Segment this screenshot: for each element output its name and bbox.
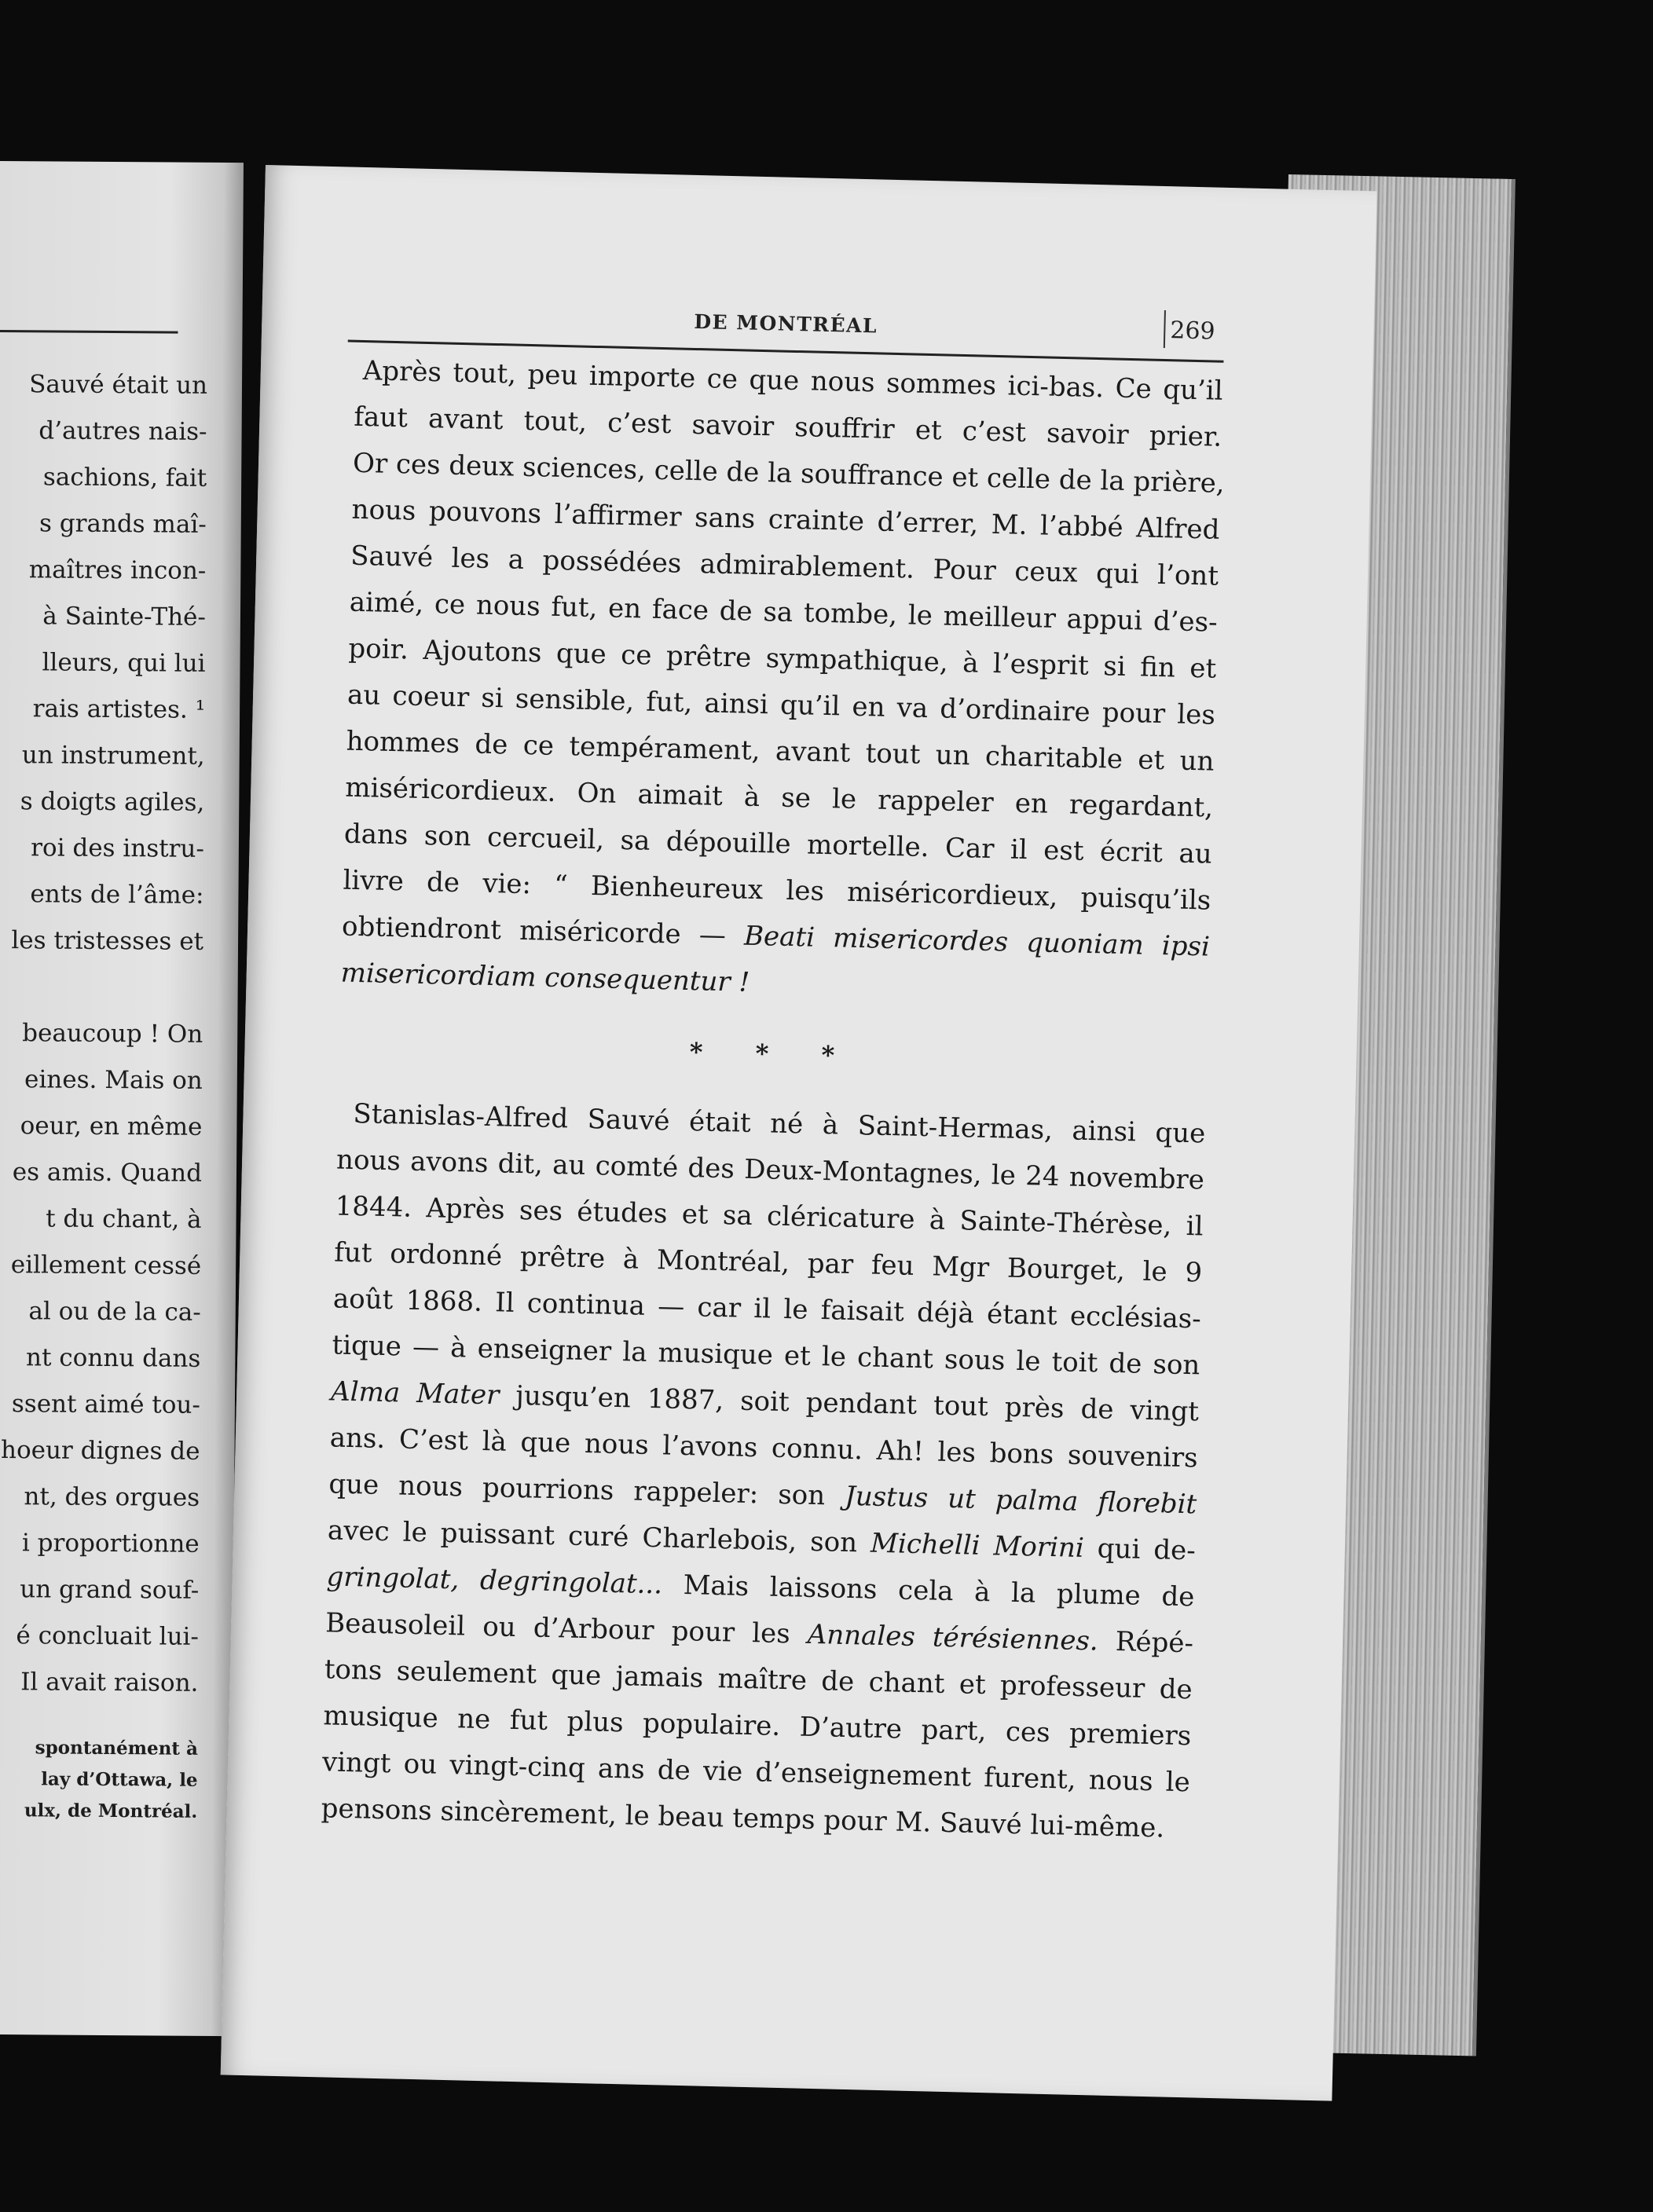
- left-line: beaucoup ! On: [22, 1019, 203, 1049]
- left-head-rule: [0, 330, 178, 334]
- text-run: Mais laissons cela à la plume de: [662, 1569, 1195, 1613]
- text-run: avec le puissant curé Charlebois, son: [327, 1514, 871, 1559]
- left-line: lleurs, qui lui: [42, 648, 206, 678]
- left-line: Il avait raison.: [20, 1668, 199, 1697]
- text-line: ans. C’est là que nous l’avons connu. Ah! les bons souvenirs: [329, 1422, 1199, 1474]
- text-line: musique ne fut plus populaire. D’autre part, ces premiers: [323, 1700, 1192, 1752]
- text-line: fut ordonné prêtre à Montréal, par feu Mgr Bourget, le 9: [333, 1236, 1203, 1289]
- left-line: s doigts agiles,: [20, 787, 205, 817]
- right-page: [221, 165, 1377, 2101]
- left-line: [4, 964, 203, 1012]
- body-text: [321, 348, 1226, 1853]
- text-line: Or ces deux sciences, celle de la souffrance et celle de la prière,: [352, 447, 1226, 500]
- footnote-line: lay d’Ottawa, le: [41, 1768, 198, 1791]
- text-line: Stanislas-Alfred Sauvé était né à Saint-Hermas, ainsi que: [353, 1097, 1206, 1150]
- text-line: Après tout, peu importe ce que nous sommes ici-bas. Ce qu’il: [362, 354, 1224, 407]
- latin-quote: Beati misericordes quoniam ipsi: [743, 920, 1211, 963]
- left-line: Sauvé était un: [29, 370, 208, 400]
- text-line: 1844. Après ses études et sa cléricature à Sainte-Thérèse, il: [335, 1190, 1204, 1243]
- text-line: tons seulement que jamais maître de chant et professeur de: [324, 1654, 1193, 1706]
- text-line: pensons sincèrement, le beau temps pour M. Sauvé lui-même.: [321, 1793, 1165, 1844]
- left-line: eines. Mais on: [24, 1065, 203, 1095]
- left-line: les tristesses et: [11, 926, 204, 956]
- left-line: un instrument,: [21, 741, 205, 771]
- left-line: hoeur dignes de: [0, 1436, 200, 1466]
- left-line: al ou de la ca-: [28, 1297, 201, 1327]
- section-separator: * * *: [689, 1037, 857, 1071]
- left-page: [0, 161, 244, 2036]
- left-line: ents de l’âme:: [30, 880, 204, 910]
- left-line: à Sainte-Thé-: [42, 602, 207, 632]
- italic-run: Justus ut palma florebit: [844, 1480, 1197, 1521]
- left-line: d’autres nais-: [38, 416, 207, 446]
- text-line: tique — à enseigner la musique et le chant sous le toit de son: [332, 1329, 1200, 1382]
- latin-quote-end: misericordiam consequentur !: [340, 957, 750, 998]
- text-line: au coeur si sensible, fut, ainsi qu’il en va d’ordinaire pour les: [346, 679, 1216, 731]
- italic-run: Alma Mater: [330, 1375, 500, 1412]
- text-line: nous pouvons l’affirmer sans crainte d’errer, M. l’abbé Alfred: [351, 493, 1220, 546]
- page-number: 269: [1169, 317, 1216, 346]
- text-line: livre de vie: “ Bienheureux les miséricordieux, puisqu’ils: [343, 864, 1211, 917]
- left-line: nt, des orgues: [24, 1482, 200, 1512]
- running-head: DE MONTRÉAL: [694, 309, 878, 338]
- text-line: aimé, ce nous fut, en face de sa tombe, le meilleur appui d’es-: [349, 586, 1219, 639]
- italic-run: gringolat, degringolat...: [326, 1561, 663, 1601]
- left-footnote: [24, 1732, 198, 1828]
- text-line: vingt ou vingt-cinq ans de vie d’enseignement furent, nous le: [321, 1746, 1191, 1799]
- text-run: jusqu’en 1887, soit pendant tout près de vingt: [498, 1379, 1200, 1428]
- left-line: s grands maî-: [38, 509, 207, 539]
- left-line: maîtres incon-: [28, 555, 207, 585]
- text-line: Sauvé les a possédées admirablement. Pour ceux qui l’ont: [350, 540, 1219, 592]
- text-line: poir. Ajoutons que ce prêtre sympathique, à l’esprit si fin et: [348, 632, 1217, 685]
- left-line: eillement cessé: [10, 1251, 202, 1280]
- footnote-line: spontanément à: [35, 1737, 198, 1760]
- italic-run: Annales térésiennes.: [807, 1618, 1099, 1657]
- footnote-line: ulx, de Montréal.: [24, 1800, 198, 1822]
- left-line: é concluait lui-: [16, 1621, 200, 1651]
- left-page-text: [0, 361, 207, 1707]
- text-run: Beausoleil ou d’Arbour pour les: [324, 1607, 808, 1650]
- left-line: es amis. Quand: [12, 1158, 203, 1188]
- left-line: ssent aimé tou-: [11, 1390, 201, 1419]
- text-run: qui de-: [1083, 1533, 1197, 1567]
- text-run: que nous pourrions rappeler: son: [328, 1468, 845, 1512]
- text-line: août 1868. Il continua — car il le faisait déjà étant ecclésias-: [332, 1283, 1202, 1335]
- text-run: obtiendront miséricorde —: [341, 910, 745, 952]
- text-line: dans son cercueil, sa dépouille mortelle. Car il est écrit au: [343, 818, 1213, 870]
- text-line: hommes de ce tempérament, avant tout un charitable et un: [346, 725, 1215, 778]
- left-line: oeur, en même: [20, 1111, 203, 1141]
- left-line: roi des instru-: [31, 833, 205, 863]
- left-line: sachions, fait: [42, 463, 207, 493]
- italic-run: Michelli Morini: [870, 1527, 1085, 1565]
- text-run: Répé-: [1098, 1625, 1194, 1660]
- left-line: t du chant, à: [46, 1204, 202, 1234]
- page-number-divider: [1164, 310, 1166, 348]
- text-line: nous avons dit, au comté des Deux-Montagnes, le 24 novembre: [335, 1144, 1205, 1196]
- left-line: nt connu dans: [25, 1343, 201, 1373]
- left-line: rais artistes. ¹: [32, 694, 206, 724]
- left-line: un grand souf-: [20, 1575, 200, 1605]
- text-line: miséricordieux. On aimait à se le rappeler en regardant,: [344, 771, 1214, 824]
- text-line: faut avant tout, c’est savoir souffrir et c’est savoir prier.: [354, 401, 1222, 453]
- left-line: i proportionne: [21, 1529, 200, 1558]
